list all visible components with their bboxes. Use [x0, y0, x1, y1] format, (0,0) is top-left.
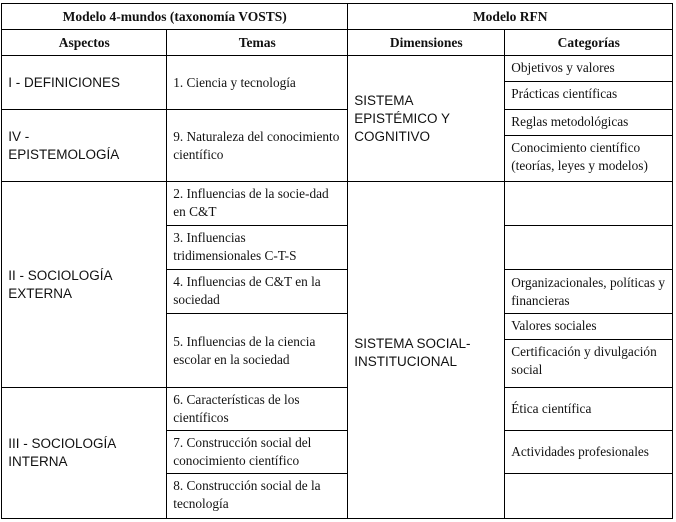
tema-cell: 6. Características de los científicos	[166, 387, 348, 431]
header-aspectos: Aspectos	[1, 29, 167, 56]
categoria-cell: Organizacionales, políticas y financieras	[504, 269, 673, 314]
categoria-cell: Conocimiento científico (teorías, leyes y modelos)	[504, 135, 673, 182]
categoria-cell	[504, 473, 673, 519]
categoria-cell: Actividades profesionales	[504, 430, 673, 474]
categoria-cell	[504, 181, 673, 226]
tema-cell: 5. Influencias de la ciencia escolar en la sociedad	[166, 313, 348, 388]
categoria-cell: Reglas metodológicas	[504, 109, 673, 136]
header-dimensiones: Dimensiones	[347, 29, 505, 56]
aspecto-cell: IV - EPISTEMOLOGÍA	[1, 109, 167, 182]
tema-cell: 8. Construcción social de la tecnología	[166, 473, 348, 519]
dimension-label: SISTEMA SOCIAL-INSTITUCIONAL	[354, 336, 471, 370]
categoria-cell: Certificación y divulgación social	[504, 339, 673, 388]
dimension-cell: SISTEMA EPISTÉMICO Y COGNITIVO	[347, 55, 505, 182]
dimension-cell	[347, 181, 505, 519]
aspecto-cell: III - SOCIOLOGÍA INTERNA	[1, 387, 167, 519]
header-temas: Temas	[166, 29, 348, 56]
categoria-cell: Prácticas científicas	[504, 81, 673, 110]
header-categorias: Categorías	[504, 29, 673, 56]
aspecto-cell: I - DEFINICIONES	[1, 55, 167, 110]
tema-cell: 2. Influencias de la socie-dad en C&T	[166, 181, 348, 226]
tema-cell: 7. Construcción social del conocimiento científico	[166, 430, 348, 474]
header-group-rfn: Modelo RFN	[347, 3, 673, 30]
aspecto-cell: II - SOCIOLOGÍA EXTERNA	[1, 181, 167, 388]
tema-cell: 1. Ciencia y tecnología	[166, 55, 348, 110]
header-group-vosts: Modelo 4-mundos (taxonomía VOSTS)	[1, 3, 348, 30]
categoria-cell	[504, 225, 673, 270]
categoria-cell: Objetivos y valores	[504, 55, 673, 82]
tema-cell: 9. Naturaleza del conocimiento científico	[166, 109, 348, 182]
categoria-cell: Valores sociales	[504, 313, 673, 340]
categoria-cell: Ética científica	[504, 387, 673, 431]
tema-cell: 4. Influencias de C&T en la sociedad	[166, 269, 348, 314]
tema-cell: 3. Influencias tridimensionales C-T-S	[166, 225, 348, 270]
